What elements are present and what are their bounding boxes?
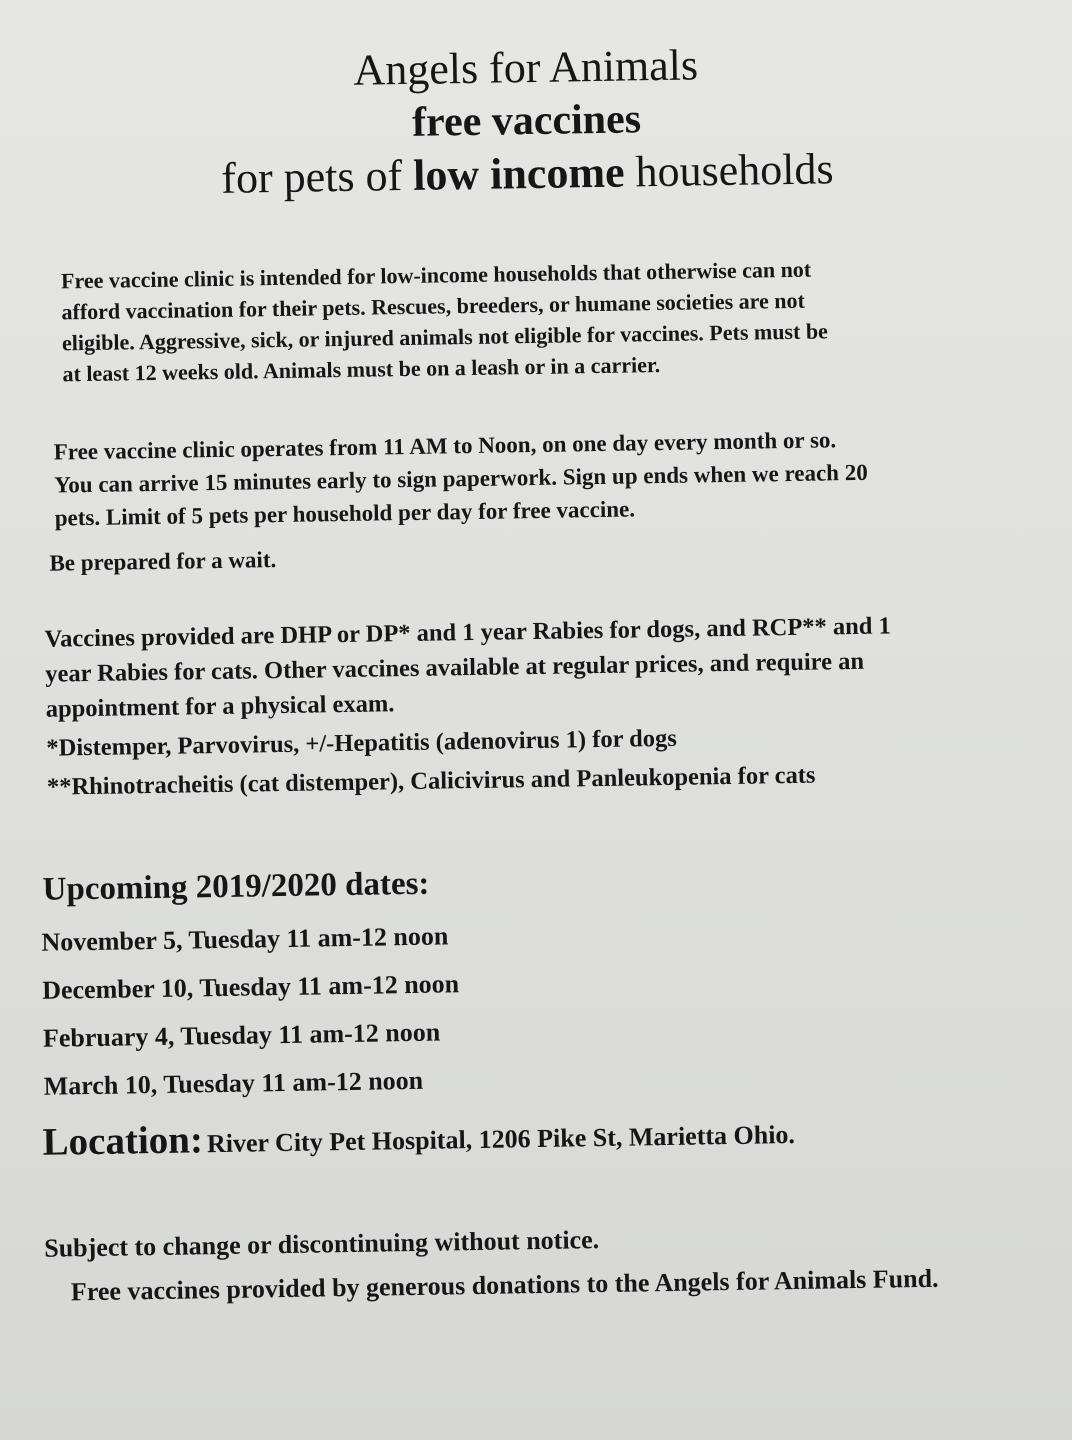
tagline-start: for pets of	[220, 150, 414, 203]
location-label: Location:	[42, 1118, 204, 1164]
date-item: February 4, Tuesday 11 am-12 noon	[42, 1017, 441, 1053]
flyer-subtitle: free vaccines	[411, 96, 642, 146]
eligibility-line: afford vaccination for their pets. Rescues, breeders, or humane societies are not	[61, 287, 806, 325]
date-item: November 5, Tuesday 11 am-12 noon	[41, 921, 449, 957]
hours-line: pets. Limit of 5 pets per household per day for free vaccine.	[54, 496, 636, 531]
date-item: December 10, Tuesday 11 am-12 noon	[41, 969, 460, 1005]
eligibility-line: Free vaccine clinic is intended for low-income households that otherwise can not	[60, 256, 812, 294]
flyer-title: Angels for Animals	[353, 40, 699, 95]
vaccines-line: Vaccines provided are DHP or DP* and 1 year Rabies for dogs, and RCP** and 1	[44, 612, 892, 653]
dates-heading: Upcoming 2019/2020 dates:	[42, 865, 430, 908]
hours-paragraph	[53, 423, 868, 535]
eligibility-paragraph	[61, 253, 829, 389]
eligibility-line: at least 12 weeks old. Animals must be on a leash or in a carrier.	[62, 352, 661, 387]
tagline-end: households	[624, 144, 834, 197]
location	[42, 1108, 795, 1165]
donation-credit: Free vaccines provided by generous donations to the Angels for Animals Fund.	[70, 1263, 939, 1307]
vaccines-line: year Rabies for cats. Other vaccines available at regular prices, and require an	[45, 647, 865, 688]
eligibility-line: eligible. Aggressive, sick, or injured animals not eligible for vaccines. Pets must be	[61, 318, 829, 356]
location-value: River City Pet Hospital, 1206 Pike St, Marietta Ohio.	[206, 1119, 796, 1159]
hours-line: Free vaccine clinic operates from 11 AM to Noon, on one day every month or so.	[53, 427, 837, 465]
vaccines-line: appointment for a physical exam.	[45, 690, 395, 723]
cat-vaccine-footnote: **Rhinotracheitis (cat distemper), Calicivirus and Panleukopenia for cats	[46, 761, 816, 801]
change-notice: Subject to change or discontinuing without notice.	[44, 1225, 600, 1263]
dog-vaccine-footnote: *Distemper, Parvovirus, +/-Hepatitis (adenovirus 1) for dogs	[46, 724, 678, 762]
vaccines-paragraph	[44, 608, 893, 804]
date-item: March 10, Tuesday 11 am-12 noon	[43, 1065, 424, 1101]
hours-line: You can arrive 15 minutes early to sign paperwork. Sign up ends when we reach 20	[54, 459, 868, 498]
tagline-bold: low income	[412, 147, 625, 200]
wait-note: Be prepared for a wait.	[49, 547, 277, 576]
